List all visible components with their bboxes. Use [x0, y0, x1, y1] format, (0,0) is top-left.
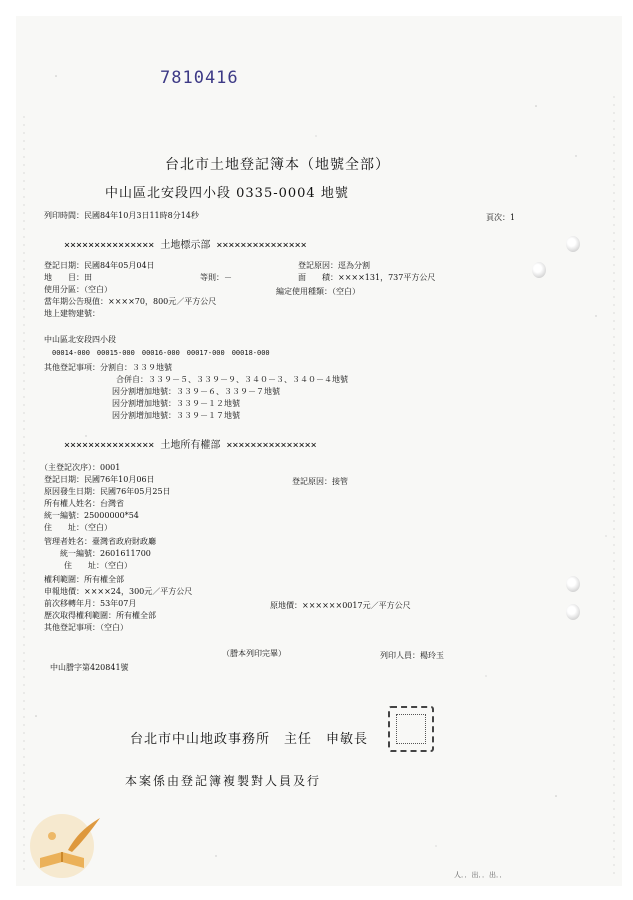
scan-noise: [16, 16, 622, 886]
owner-section-header: ××××××××××××××× 土地所有權部 ×××××××××××××××: [64, 440, 317, 451]
owner-prev-value: 原地價：××××××0017元／平方公尺: [270, 601, 411, 610]
land-row-right: 面 積：××××131，737平方公尺: [298, 273, 436, 282]
reference-number: 中山謄字第420841號: [50, 663, 129, 672]
owner-row: 其他登記事項：（空白）: [44, 623, 128, 632]
printer-name: 列印人員：楊玲玉: [380, 651, 444, 660]
owner-row: 管理者姓名：臺灣省政府財政廳: [44, 537, 156, 546]
owner-row: 原因發生日期：民國76年05月25日: [44, 487, 171, 496]
end-note: （謄本列印完畢）: [222, 649, 286, 658]
punch-hole: [566, 576, 580, 592]
punch-hole: [532, 262, 546, 278]
owner-row: （主登記次序）：0001: [40, 463, 121, 472]
punch-hole: [566, 236, 580, 252]
owner-row: 所有權人姓名：台灣省: [44, 499, 124, 508]
land-note: 因分割增加地號：３３９－１７地號: [112, 411, 240, 420]
official-seal: [388, 706, 434, 752]
book-quill-logo-icon: [18, 802, 108, 884]
related-lots: 00014-000 00015-000 00016-000 00017-000 00018-000: [52, 349, 270, 357]
land-row: 地上建物建號：: [44, 309, 100, 318]
owner-row: 權利範圍：所有權全部: [44, 575, 124, 584]
land-row-right: 編定使用種類：（空白）: [276, 287, 360, 296]
print-time: 列印時間：民國84年10月3日11時8分14秒: [44, 211, 199, 220]
land-section-header: ××××××××××××××× 土地標示部 ×××××××××××××××: [64, 240, 307, 251]
land-row: 地 目：田: [44, 273, 92, 282]
page-label: 頁次：1: [486, 213, 516, 222]
owner-row: 申報地價：××××24，300元／平方公尺: [44, 587, 193, 596]
document-subtitle: 中山區北安段四小段 0335-0004 地號: [105, 186, 349, 201]
owner-row: 住 址：（空白）: [44, 523, 112, 532]
land-row-mid: 登記原因：逕為分割: [298, 261, 370, 270]
owner-row: 歷次取得權利範圍：所有權全部: [44, 611, 156, 620]
land-note: 因分割增加地號：３３９－６、３３９－７地號: [112, 387, 280, 396]
owner-row: 前次移轉年月：53年07月: [44, 599, 137, 608]
document-number: 7810416: [160, 68, 239, 88]
owner-row: 統一編號：25000000*54: [44, 511, 139, 520]
document-title: 台北市土地登記簿本（地號全部）: [165, 157, 390, 173]
land-note: 因分割增加地號：３３９－１２地號: [112, 399, 240, 408]
certification-note: 本案係由登記簿複製對人員及行: [125, 774, 322, 788]
owner-reg-reason: 登記原因：接管: [292, 477, 348, 486]
owner-row: 登記日期：民國76年10月06日: [44, 475, 155, 484]
land-note: 合併自：３３９－５、３３９－９、３４０－３、３４０－４地號: [116, 375, 348, 384]
land-row-mid: 等則：－: [200, 273, 232, 282]
related-section: 中山區北安段四小段: [44, 335, 116, 344]
punch-hole: [566, 604, 580, 620]
land-row: 登記日期：民國84年05月04日: [44, 261, 155, 270]
owner-row: 住 址：（空白）: [64, 561, 132, 570]
owner-row: 統一編號：2601611700: [60, 549, 151, 558]
land-row: 當年期公告現值：××××70，800元／平方公尺: [44, 297, 217, 306]
bottom-tiny-text: 人．．出．．出．．: [454, 871, 507, 879]
land-row: 使用分區：（空白）: [44, 285, 112, 294]
land-note: 其他登記事項：分割自：３３９地號: [44, 363, 172, 372]
office-signature: 台北市中山地政事務所 主任 申敏長: [130, 732, 369, 747]
